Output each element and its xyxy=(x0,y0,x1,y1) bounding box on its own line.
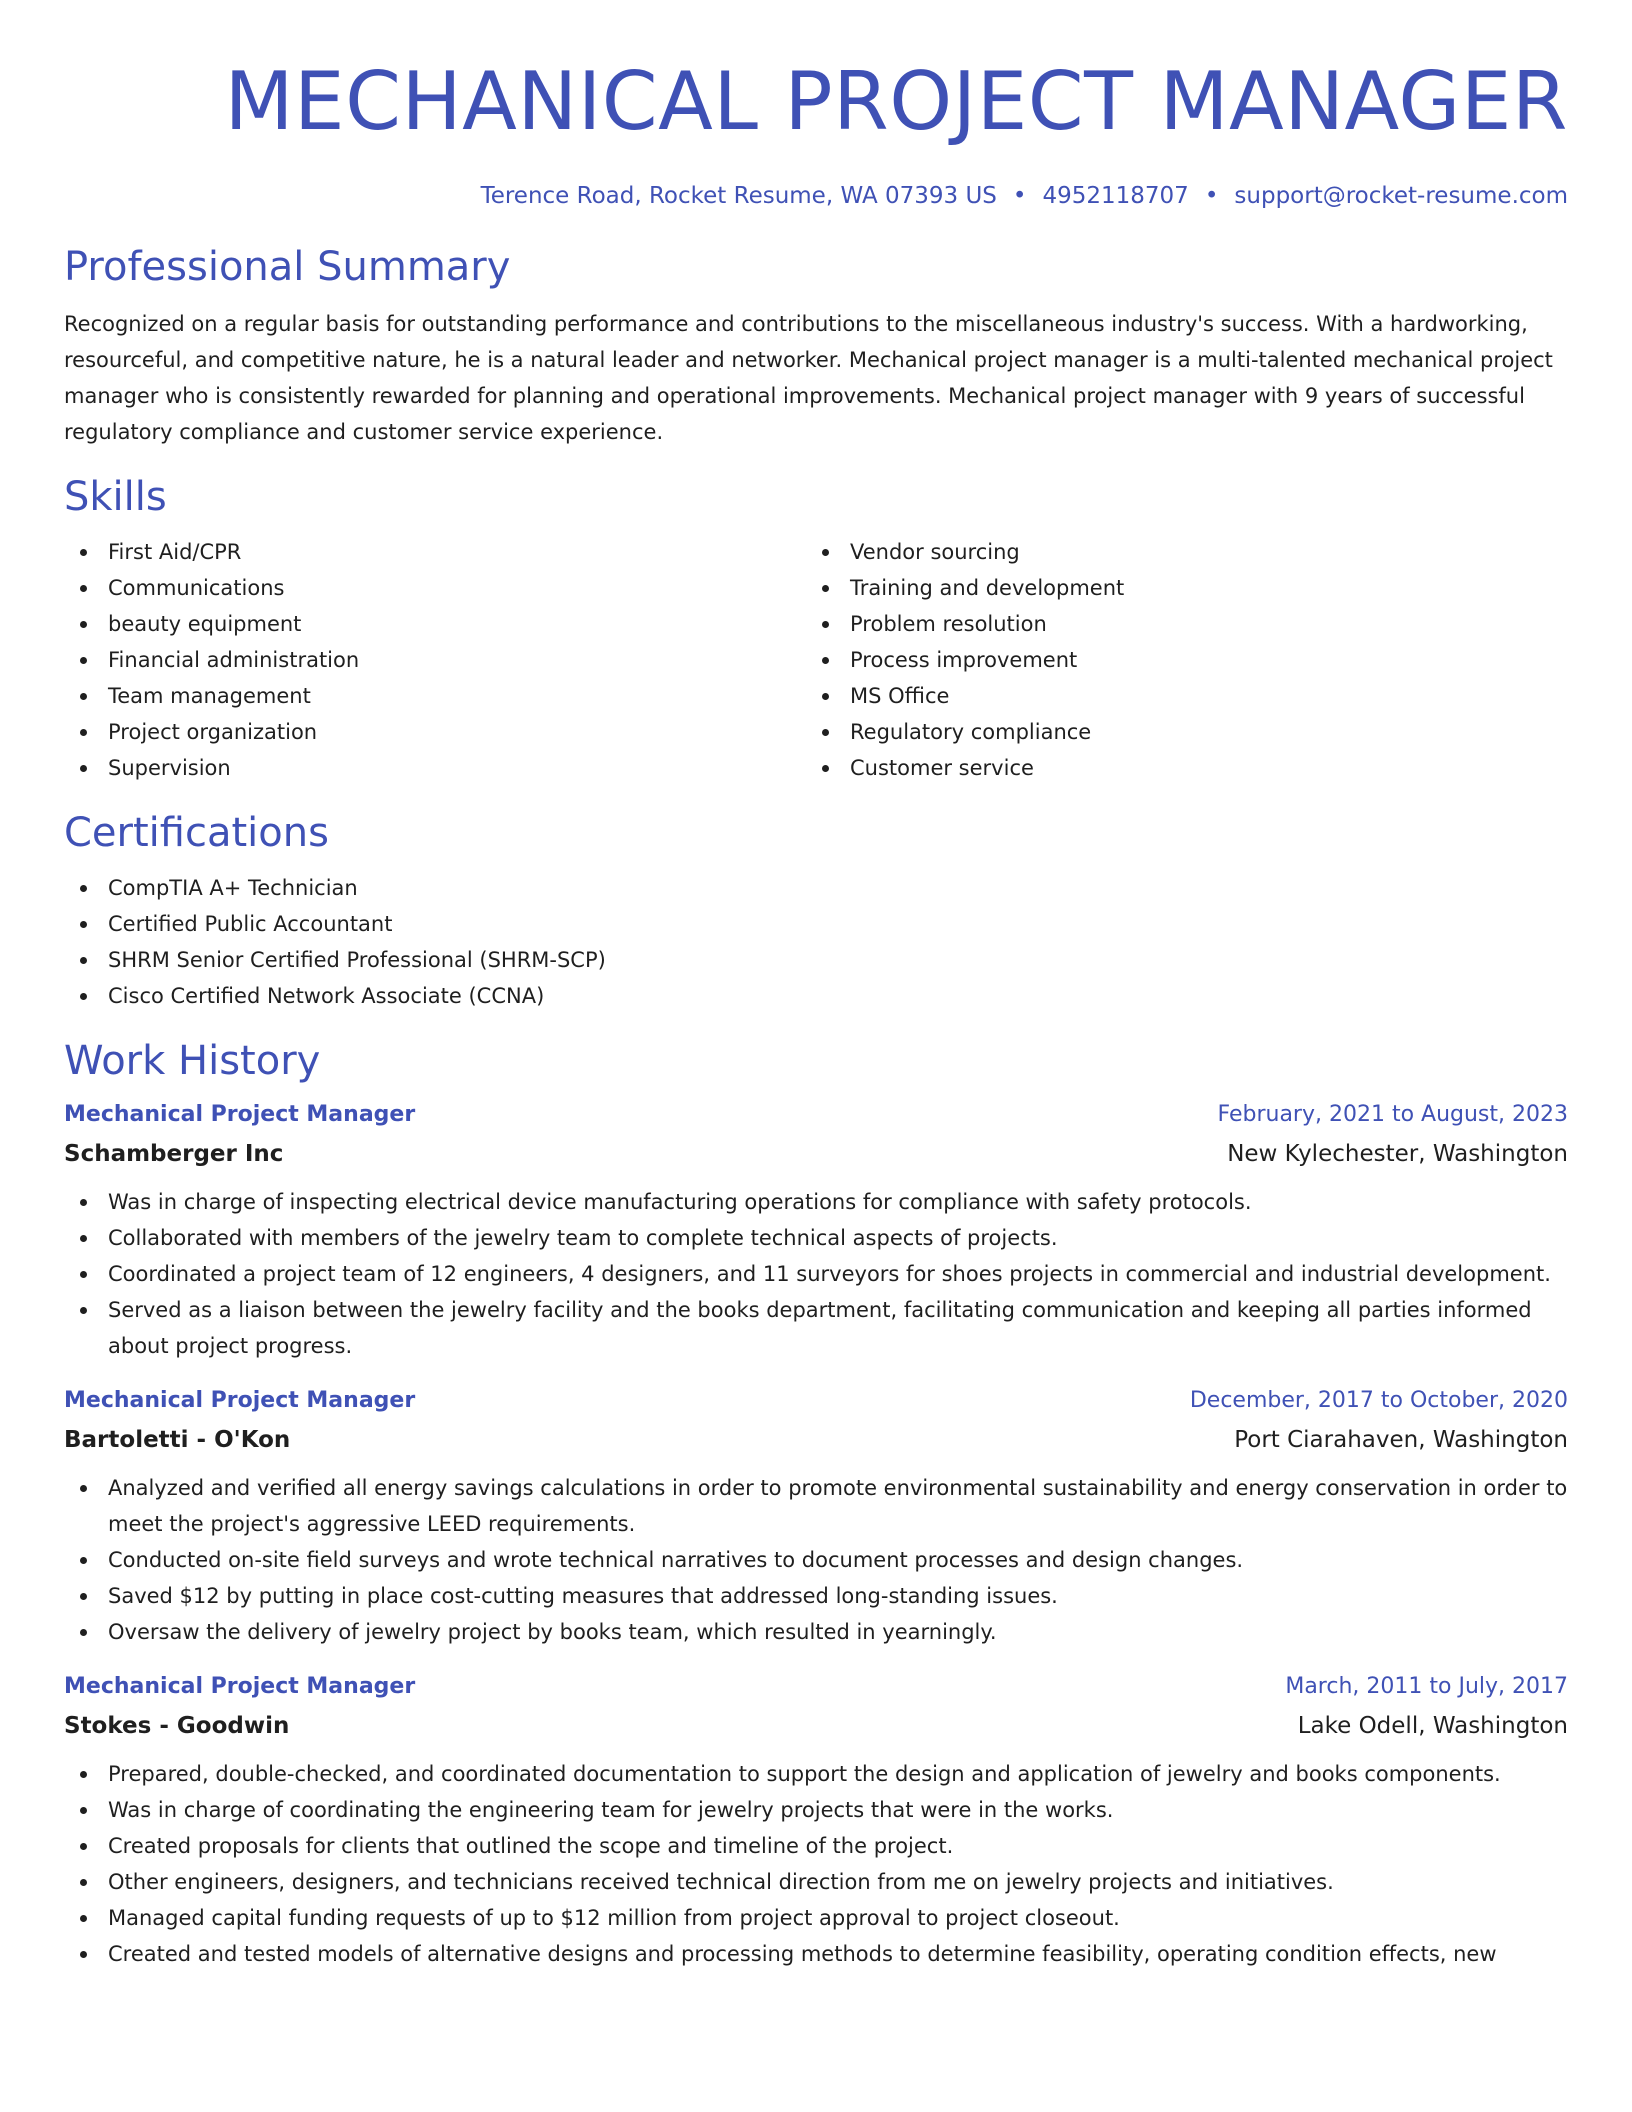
job-bullet: Other engineers, designers, and technicians received technical direction from me on jewelry projects and initiatives. xyxy=(64,1864,1568,1900)
job-bullet: Was in charge of inspecting electrical device manufacturing operations for compliance with safety protocols. xyxy=(64,1184,1568,1220)
contact-email[interactable]: support@rocket-resume.com xyxy=(1234,183,1568,209)
certification-item: SHRM Senior Certified Professional (SHRM-SCP) xyxy=(64,942,1568,978)
skills-list-left xyxy=(64,534,806,786)
work-history-section xyxy=(64,1036,1568,1972)
job-company: Bartoletti - O'Kon xyxy=(64,1427,291,1453)
skill-item: Process improvement xyxy=(806,642,1548,678)
contact-phone: 4952118707 xyxy=(1042,183,1189,209)
skill-item: Financial administration xyxy=(64,642,806,678)
skill-item: Project organization xyxy=(64,714,806,750)
job-bullets xyxy=(64,1756,1568,1972)
job-header xyxy=(64,1382,1568,1420)
job-subheader xyxy=(64,1420,1568,1460)
summary-text: Recognized on a regular basis for outstanding performance and contributions to the miscellaneous industry's success. With a hardworking, resourceful, and competitive nature, he is a natural leader and networker. Mechanical project manager is a multi-talented mechanical project manager who is consistently rewarded for planning and operational improvements. Mechanical project manager with 9 years of successful regulatory compliance and customer service experience. xyxy=(64,312,1553,444)
skill-item: Communications xyxy=(64,570,806,606)
job-title: Mechanical Project Manager xyxy=(64,1674,416,1699)
job-title: Mechanical Project Manager xyxy=(64,1102,416,1127)
job-bullet: Created and tested models of alternative designs and processing methods to determine feasibility, operating condition effects, new xyxy=(64,1936,1568,1972)
job-title: Mechanical Project Manager xyxy=(64,1388,416,1413)
skill-item: MS Office xyxy=(806,678,1548,714)
contact-separator: • xyxy=(1012,183,1027,209)
summary-section xyxy=(64,242,1568,450)
job-subheader xyxy=(64,1134,1568,1174)
job-location: New Kylechester, Washington xyxy=(1227,1141,1568,1167)
section-title-skills: Skills xyxy=(64,474,167,520)
job-bullet: Oversaw the delivery of jewelry project by books team, which resulted in yearningly. xyxy=(64,1614,1568,1650)
contact-address: Terence Road, Rocket Resume, WA 07393 US xyxy=(480,183,997,209)
job-bullets xyxy=(64,1184,1568,1364)
job-company: Stokes - Goodwin xyxy=(64,1713,290,1739)
certifications-list xyxy=(64,870,1568,1014)
job-entry xyxy=(64,1382,1568,1650)
section-title-summary: Professional Summary xyxy=(64,244,511,290)
job-bullet: Created proposals for clients that outlined the scope and timeline of the project. xyxy=(64,1828,1568,1864)
job-bullet: Prepared, double-checked, and coordinated documentation to support the design and application of jewelry and books components. xyxy=(64,1756,1568,1792)
job-entry xyxy=(64,1096,1568,1364)
job-bullet: Saved $12 by putting in place cost-cutting measures that addressed long-standing issues. xyxy=(64,1578,1568,1614)
job-bullet: Served as a liaison between the jewelry facility and the books department, facilitating communication and keeping all parties informed about project progress. xyxy=(64,1292,1568,1364)
job-bullet: Collaborated with members of the jewelry team to complete technical aspects of projects. xyxy=(64,1220,1568,1256)
skill-item: beauty equipment xyxy=(64,606,806,642)
job-bullet: Was in charge of coordinating the engineering team for jewelry projects that were in the works. xyxy=(64,1792,1568,1828)
skills-columns xyxy=(64,534,1568,786)
resume-page xyxy=(64,0,1568,1972)
skill-item: Training and development xyxy=(806,570,1548,606)
job-dates: March, 2011 to July, 2017 xyxy=(1285,1674,1568,1699)
contact-line xyxy=(64,180,1568,212)
certification-item: Cisco Certified Network Associate (CCNA) xyxy=(64,978,1568,1014)
certification-item: Certified Public Accountant xyxy=(64,906,1568,942)
job-bullet: Conducted on-site field surveys and wrote technical narratives to document processes and design changes. xyxy=(64,1542,1568,1578)
skills-column-left xyxy=(64,534,806,786)
skill-item: Regulatory compliance xyxy=(806,714,1548,750)
skills-column-right xyxy=(806,534,1548,786)
skills-list-right xyxy=(806,534,1548,786)
job-location: Lake Odell, Washington xyxy=(1297,1713,1568,1739)
job-bullet: Managed capital funding requests of up to $12 million from project approval to project closeout. xyxy=(64,1900,1568,1936)
job-entry xyxy=(64,1668,1568,1972)
job-dates: February, 2021 to August, 2023 xyxy=(1217,1102,1568,1127)
skill-item: Supervision xyxy=(64,750,806,786)
resume-name: MECHANICAL PROJECT MANAGER xyxy=(224,55,1568,148)
certification-item: CompTIA A+ Technician xyxy=(64,870,1568,906)
skill-item: Customer service xyxy=(806,750,1548,786)
skills-section xyxy=(64,472,1568,786)
job-subheader xyxy=(64,1706,1568,1746)
section-title-certifications: Certifications xyxy=(64,810,329,856)
skill-item: Team management xyxy=(64,678,806,714)
job-location: Port Ciarahaven, Washington xyxy=(1234,1427,1568,1453)
job-dates: December, 2017 to October, 2020 xyxy=(1189,1388,1568,1413)
job-company: Schamberger Inc xyxy=(64,1141,284,1167)
job-header xyxy=(64,1668,1568,1706)
section-title-work-history: Work History xyxy=(64,1038,321,1084)
skill-item: First Aid/CPR xyxy=(64,534,806,570)
job-bullet: Analyzed and verified all energy savings calculations in order to promote environmental sustainability and energy conservation in order to meet the project's aggressive LEED requirements. xyxy=(64,1470,1568,1542)
job-bullets xyxy=(64,1470,1568,1650)
contact-separator: • xyxy=(1204,183,1219,209)
job-header xyxy=(64,1096,1568,1134)
job-bullet: Coordinated a project team of 12 engineers, 4 designers, and 11 surveyors for shoes projects in commercial and industrial development. xyxy=(64,1256,1568,1292)
certifications-section xyxy=(64,808,1568,1014)
skill-item: Vendor sourcing xyxy=(806,534,1548,570)
skill-item: Problem resolution xyxy=(806,606,1548,642)
